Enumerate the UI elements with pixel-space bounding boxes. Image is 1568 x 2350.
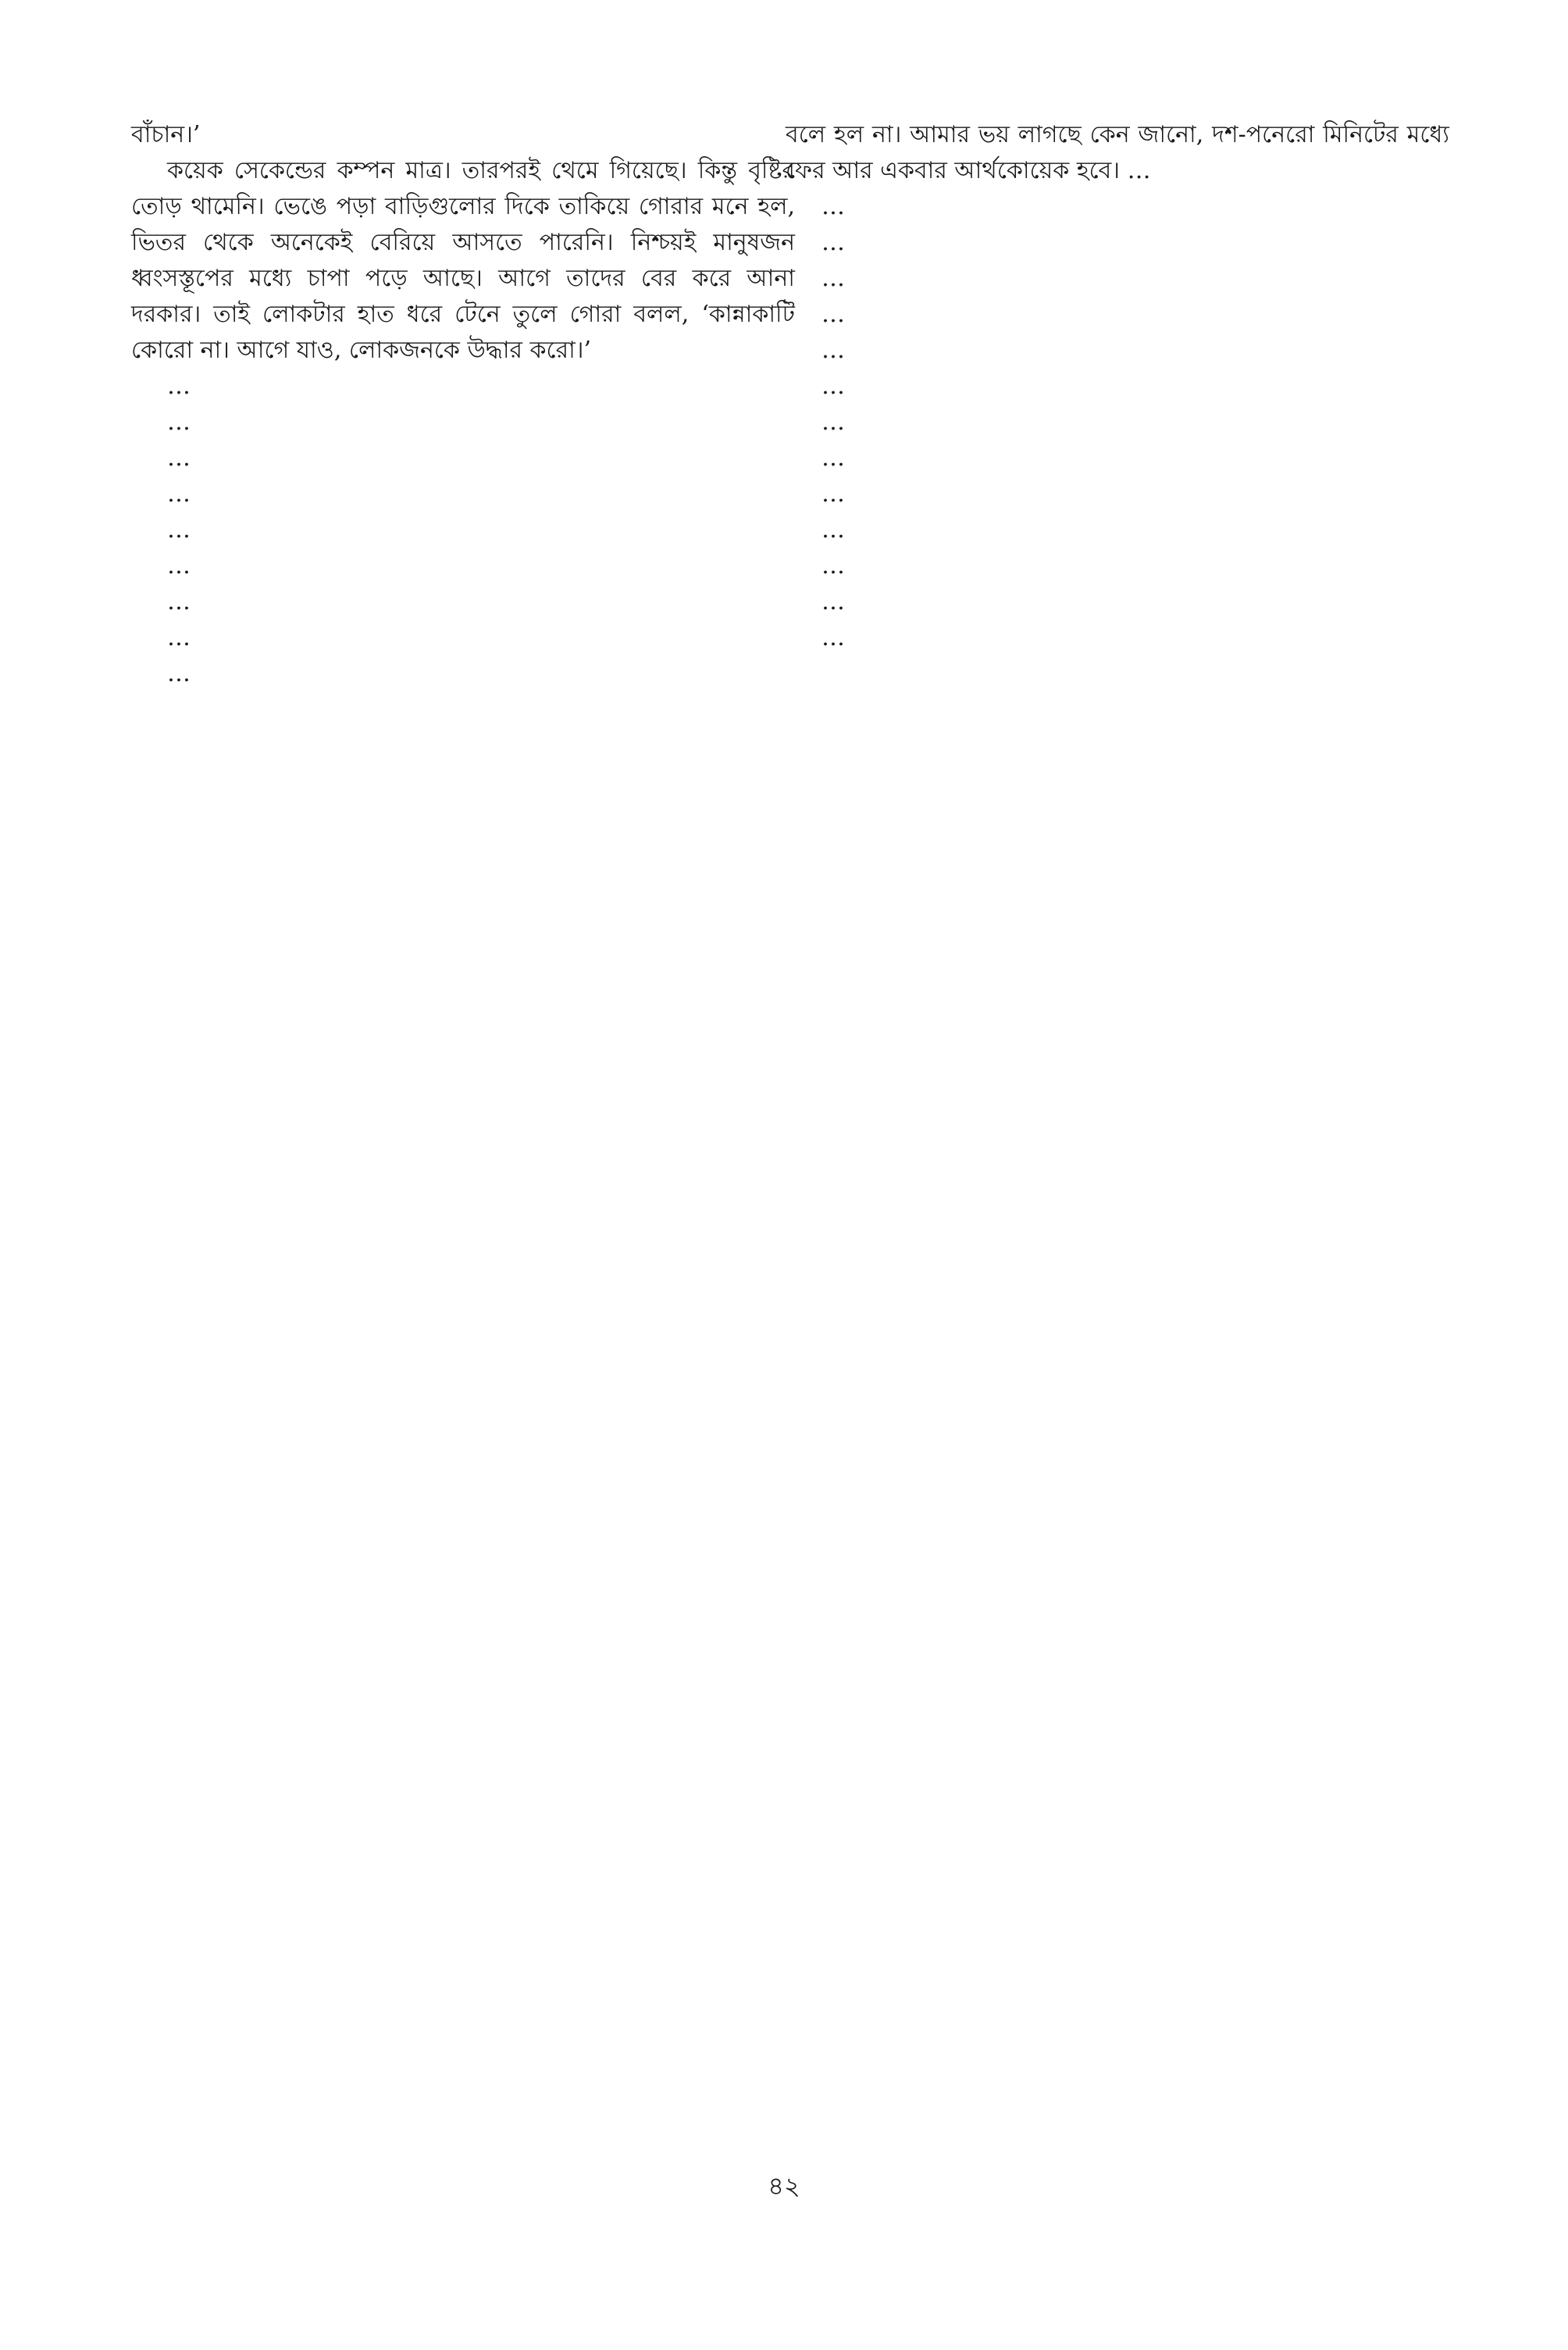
paragraph: … (821, 516, 845, 544)
paragraph: … (821, 480, 845, 508)
paragraph: বলে হল না। আমার ভয় লাগছে কেন জানো, দশ-পনেরো মিনিটের মধ্যে ফের আর একবার আর্থকোয়েক হবে। … (786, 121, 1449, 184)
paragraph: … (821, 373, 845, 400)
paragraph: … (821, 337, 845, 364)
paragraph: … (821, 624, 845, 651)
paragraph: … (167, 660, 191, 687)
right-text-column (786, 117, 1449, 656)
paragraph: … (821, 265, 845, 292)
paragraph: … (167, 552, 191, 579)
paragraph: … (167, 408, 191, 436)
paragraph: … (167, 624, 191, 651)
paragraph: … (821, 229, 845, 256)
paragraph: … (821, 552, 845, 579)
page-number: ৪২ (768, 2171, 800, 2201)
paragraph: … (821, 408, 845, 436)
paragraph: কয়েক সেকেন্ডের কম্পন মাত্র। তারপরই থেমে গিয়েছে। কিন্তু বৃষ্টির তোড় থামেনি। ভেঙে পড়া বাড়িগুলোর দিকে তাকিয়ে গোরার মনে হল, ভিতর থেকে অনেকেই বেরিয়ে আসতে পারেনি। নিশ্চয়ই মানুষজন ধ্বংসস্তূপের মধ্যে চাপা পড়ে আছে। আগে তাদের বের করে আনা দরকার। তাই লোকটার হাত ধরে টেনে তুলে গোরা বলল, ‘কান্নাকাটি কোরো না। আগে যাও, লোকজনকে উদ্ধার করো।’ (131, 157, 795, 364)
paragraph: … (821, 444, 845, 472)
left-text-column (131, 117, 795, 692)
paragraph: … (167, 373, 191, 400)
paragraph: … (821, 588, 845, 615)
paragraph: … (821, 193, 845, 220)
paragraph: … (167, 480, 191, 508)
paragraph: বাঁচান।’ (131, 121, 201, 148)
paragraph: … (167, 444, 191, 472)
paragraph: … (167, 588, 191, 615)
paragraph: … (821, 301, 845, 328)
paragraph: … (167, 516, 191, 544)
